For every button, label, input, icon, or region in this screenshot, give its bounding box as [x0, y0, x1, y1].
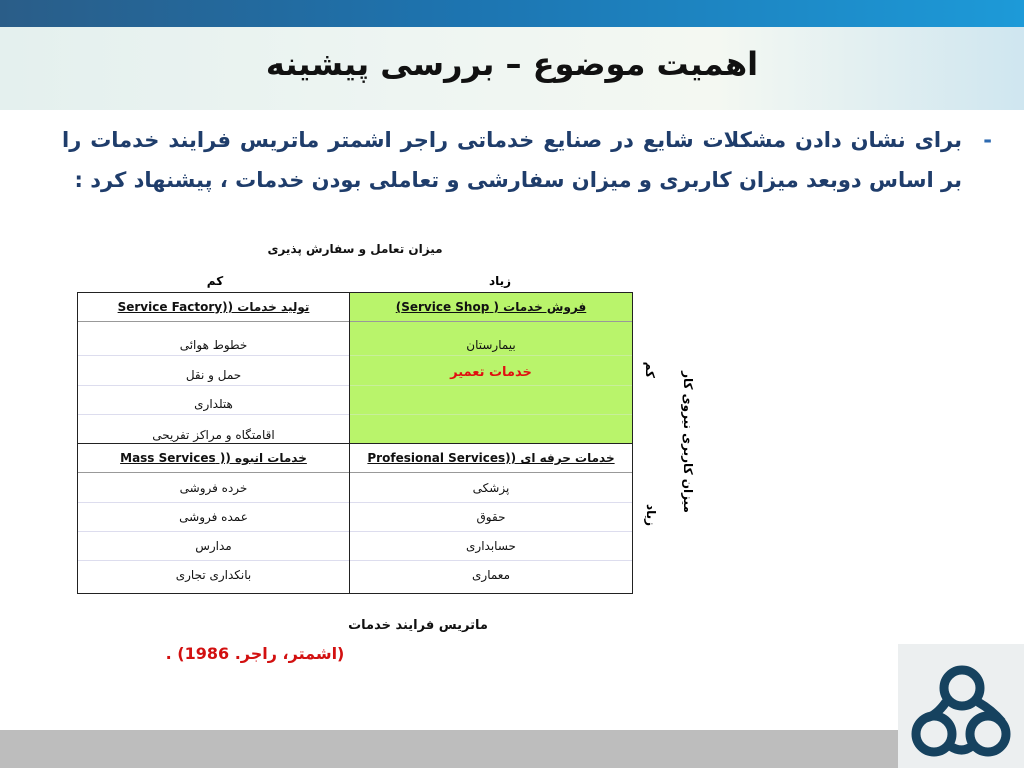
axis-top-high-label: زیاد	[488, 274, 512, 288]
quadrant-mass-services	[77, 443, 350, 594]
row-divider	[78, 414, 349, 415]
list-item: حسابداری	[466, 539, 516, 553]
axis-side-title: میزان کاربری نیروی کار	[681, 371, 695, 513]
citation: (اشمتر، راجر. 1986) .	[165, 644, 345, 663]
quadrant-header: تولید خدمات ((Service Factory	[78, 293, 349, 322]
row-divider	[78, 385, 349, 386]
logo-panel	[898, 644, 1024, 768]
row-divider	[78, 355, 349, 356]
row-divider	[350, 414, 632, 415]
list-item-highlight: خدمات تعمیر	[450, 365, 532, 380]
list-item: بیمارستان	[466, 338, 516, 352]
matrix-caption: ماتریس فرایند خدمات	[348, 618, 488, 633]
bullet-paragraph	[62, 120, 992, 200]
top-color-band	[0, 0, 1024, 27]
bottom-bar	[0, 730, 1024, 768]
service-process-matrix	[77, 292, 633, 594]
list-item: پزشکی	[472, 481, 510, 495]
slide-title: اهمیت موضوع – بررسی پیشینه	[265, 45, 759, 83]
list-item: حمل و نقل	[185, 368, 242, 382]
row-divider	[350, 355, 632, 356]
list-item: معماری	[472, 568, 510, 582]
axis-top-title: میزان تعامل و سفارش پذیری	[267, 242, 443, 256]
quadrant-header: خدمات حرفه ای ((Profesional Services	[350, 444, 632, 473]
axis-top-low-label: کم	[206, 274, 224, 288]
quadrant-professional-services	[349, 443, 633, 594]
list-item: هتلداری	[194, 397, 233, 411]
axis-side-low-label: کم	[643, 361, 657, 378]
list-item: مدارس	[195, 539, 232, 553]
row-divider	[78, 560, 349, 561]
row-divider	[350, 531, 632, 532]
list-item: عمده فروشی	[179, 510, 248, 524]
title-bar	[0, 27, 1024, 110]
quadrant-service-shop	[349, 292, 633, 444]
list-item: بانکداری تجاری	[175, 568, 252, 582]
list-item: اقامتگاه و مراکز تفریحی	[152, 428, 275, 442]
quadrant-header: خدمات انبوه (( Mass Services	[78, 444, 349, 473]
list-item: حقوق	[476, 510, 506, 524]
row-divider	[350, 560, 632, 561]
row-divider	[350, 385, 632, 386]
list-item: خرده فروشی	[179, 481, 248, 495]
quadrant-header: فروش خدمات ( Service Shop)	[350, 293, 632, 322]
list-item: خطوط هوائی	[179, 338, 248, 352]
axis-side-high-label: زیاد	[644, 503, 658, 527]
row-divider	[350, 502, 632, 503]
quadrant-service-factory	[77, 292, 350, 444]
row-divider	[78, 531, 349, 532]
row-divider	[78, 502, 349, 503]
bullet-text: برای نشان دادن مشکلات شایع در صنایع خدماتی راجر اشمتر ماتریس فرایند خدمات را بر اساس دوبعد میزان کاربری و میزان سفارشی و تعاملی بودن خدمات ، پیشنهاد کرد :	[62, 128, 962, 192]
triple-ring-logo-icon	[906, 658, 1016, 766]
bullet-marker: -	[983, 128, 992, 152]
